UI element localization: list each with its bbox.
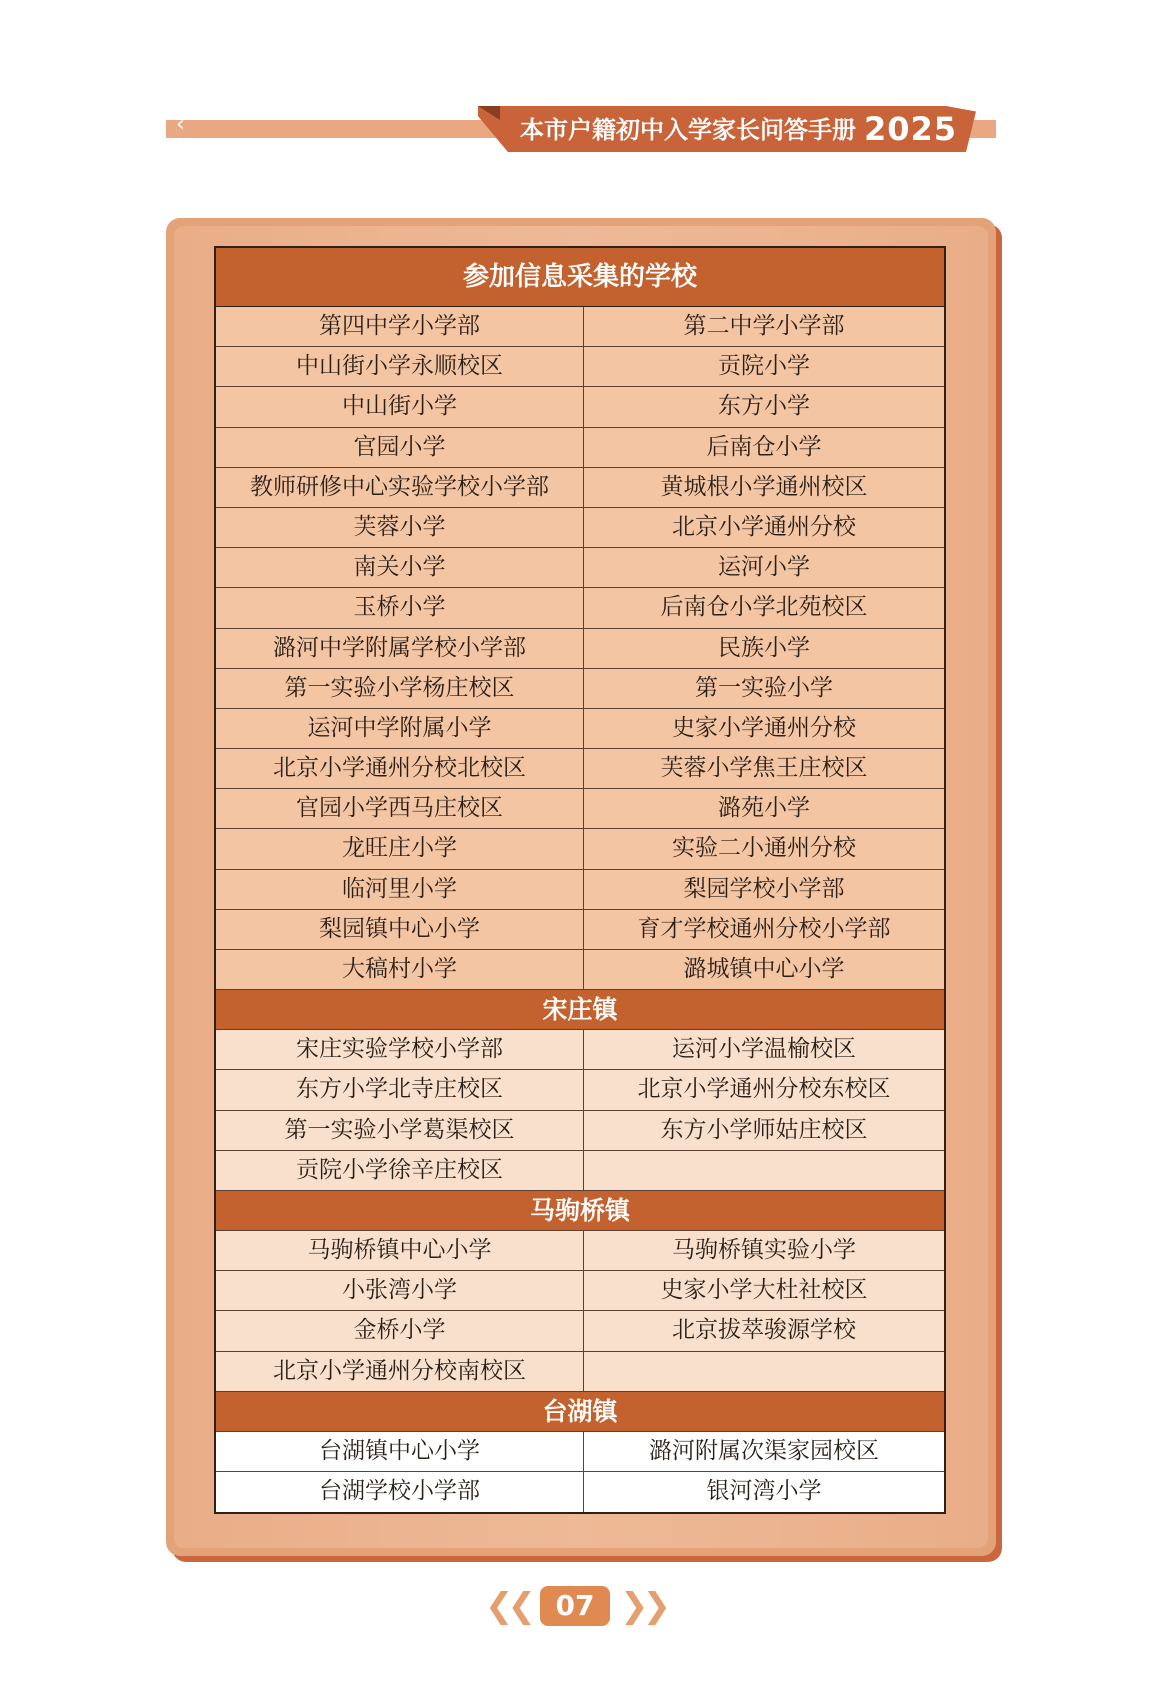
table-body xyxy=(216,307,944,1512)
header-title: 本市户籍初中入学家长问答手册 xyxy=(520,116,856,144)
table-cell: 北京小学通州分校北校区 xyxy=(272,755,526,782)
table-cell: 官园小学西马庄校区 xyxy=(295,795,503,822)
table-cell: 实验二小通州分校 xyxy=(583,829,944,868)
page-number-wrap xyxy=(485,1586,665,1626)
table-row xyxy=(216,1030,944,1070)
table-row xyxy=(216,829,944,869)
table-cell: 北京小学通州分校南校区 xyxy=(272,1357,526,1384)
section-header: 马驹桥镇 xyxy=(216,1191,944,1231)
table-row xyxy=(216,910,944,950)
table-cell: 台湖学校小学部 xyxy=(318,1477,480,1504)
table-cell: 第一实验小学杨庄校区 xyxy=(284,674,515,701)
table-cell: 官园小学 xyxy=(353,433,446,460)
table-cell: 运河中学附属小学 xyxy=(307,714,492,741)
table-cell: 黄城根小学通州校区 xyxy=(583,468,944,507)
table-cell: 玉桥小学 xyxy=(353,594,446,621)
table-cell: 后南仓小学 xyxy=(583,428,944,467)
table-row xyxy=(216,1311,944,1351)
table-cell: 后南仓小学北苑校区 xyxy=(583,588,944,627)
table-row xyxy=(216,950,944,990)
table-row xyxy=(216,468,944,508)
table-cell: 第二中学小学部 xyxy=(583,307,944,346)
table-cell: 马驹桥镇中心小学 xyxy=(307,1236,492,1263)
table-row xyxy=(216,749,944,789)
school-table xyxy=(214,246,946,1514)
table-cell: 东方小学 xyxy=(583,387,944,426)
table-cell: 贡院小学 xyxy=(583,347,944,386)
table-row xyxy=(216,1070,944,1110)
table-cell: 贡院小学徐辛庄校区 xyxy=(295,1156,503,1183)
table-row xyxy=(216,709,944,749)
table-cell: 运河小学温榆校区 xyxy=(583,1030,944,1069)
table-cell: 临河里小学 xyxy=(341,875,457,902)
table-row xyxy=(216,1352,944,1392)
table-cell: 北京小学通州分校东校区 xyxy=(583,1070,944,1109)
table-row xyxy=(216,307,944,347)
table-cell: 梨园镇中心小学 xyxy=(318,915,480,942)
page-number: 07 xyxy=(540,1586,610,1626)
table-cell: 宋庄实验学校小学部 xyxy=(295,1036,503,1063)
table-cell: 第四中学小学部 xyxy=(318,313,480,339)
table-row xyxy=(216,1271,944,1311)
table-row xyxy=(216,870,944,910)
table-row xyxy=(216,508,944,548)
page-number-area xyxy=(0,1586,1150,1626)
table-cell: 金桥小学 xyxy=(353,1317,446,1344)
table-cell: 育才学校通州分校小学部 xyxy=(583,910,944,949)
table-cell: 潞苑小学 xyxy=(583,789,944,828)
table-row xyxy=(216,588,944,628)
table-row xyxy=(216,548,944,588)
table-cell: 大稿村小学 xyxy=(341,956,457,982)
table-group xyxy=(216,1191,944,1392)
table-cell: 民族小学 xyxy=(583,629,944,668)
table-row xyxy=(216,1472,944,1512)
double-chevron-right-icon: ❯❯ xyxy=(620,1586,665,1626)
table-cell: 中山街小学 xyxy=(341,393,457,420)
table-cell: 第一实验小学葛渠校区 xyxy=(284,1116,515,1143)
double-chevron-left-icon: ❮❮ xyxy=(485,1586,530,1626)
table-cell: 运河小学 xyxy=(583,548,944,587)
table-title: 参加信息采集的学校 xyxy=(216,248,944,307)
section-header: 台湖镇 xyxy=(216,1392,944,1432)
table-cell: 芙蓉小学焦王庄校区 xyxy=(583,749,944,788)
table-row xyxy=(216,387,944,427)
back-chevron-icon[interactable]: ‹ xyxy=(176,112,185,137)
table-cell: 第一实验小学 xyxy=(583,669,944,708)
table-cell: 史家小学通州分校 xyxy=(583,709,944,748)
table-cell: 史家小学大杜社校区 xyxy=(583,1271,944,1310)
table-cell: 潞河中学附属学校小学部 xyxy=(272,634,526,661)
table-cell: 潞河附属次渠家园校区 xyxy=(583,1432,944,1471)
table-cell: 台湖镇中心小学 xyxy=(318,1437,480,1464)
table-group xyxy=(216,990,944,1191)
table-row xyxy=(216,1231,944,1271)
table-row xyxy=(216,347,944,387)
table-group xyxy=(216,307,944,990)
table-cell: 梨园学校小学部 xyxy=(583,870,944,909)
table-cell: 东方小学师姑庄校区 xyxy=(583,1111,944,1150)
table-row xyxy=(216,428,944,468)
table-row xyxy=(216,1151,944,1191)
table-cell xyxy=(583,1151,944,1190)
section-header: 宋庄镇 xyxy=(216,990,944,1030)
header-year: 2025 xyxy=(864,110,958,148)
table-row xyxy=(216,789,944,829)
table-cell: 南关小学 xyxy=(353,554,446,581)
table-cell: 龙旺庄小学 xyxy=(341,835,457,862)
table-cell xyxy=(583,1352,944,1391)
table-cell: 潞城镇中心小学 xyxy=(583,950,944,989)
table-group xyxy=(216,1392,944,1512)
table-cell: 银河湾小学 xyxy=(583,1472,944,1512)
table-cell: 东方小学北寺庄校区 xyxy=(295,1076,503,1103)
table-cell: 小张湾小学 xyxy=(341,1277,457,1304)
table-cell: 北京拔萃骏源学校 xyxy=(583,1311,944,1350)
table-row xyxy=(216,669,944,709)
table-cell: 中山街小学永顺校区 xyxy=(295,353,503,380)
table-cell: 北京小学通州分校 xyxy=(583,508,944,547)
table-cell: 教师研修中心实验学校小学部 xyxy=(249,473,549,500)
table-cell: 马驹桥镇实验小学 xyxy=(583,1231,944,1270)
table-row xyxy=(216,1111,944,1151)
table-row xyxy=(216,1432,944,1472)
table-row xyxy=(216,629,944,669)
table-cell: 芙蓉小学 xyxy=(353,513,446,540)
